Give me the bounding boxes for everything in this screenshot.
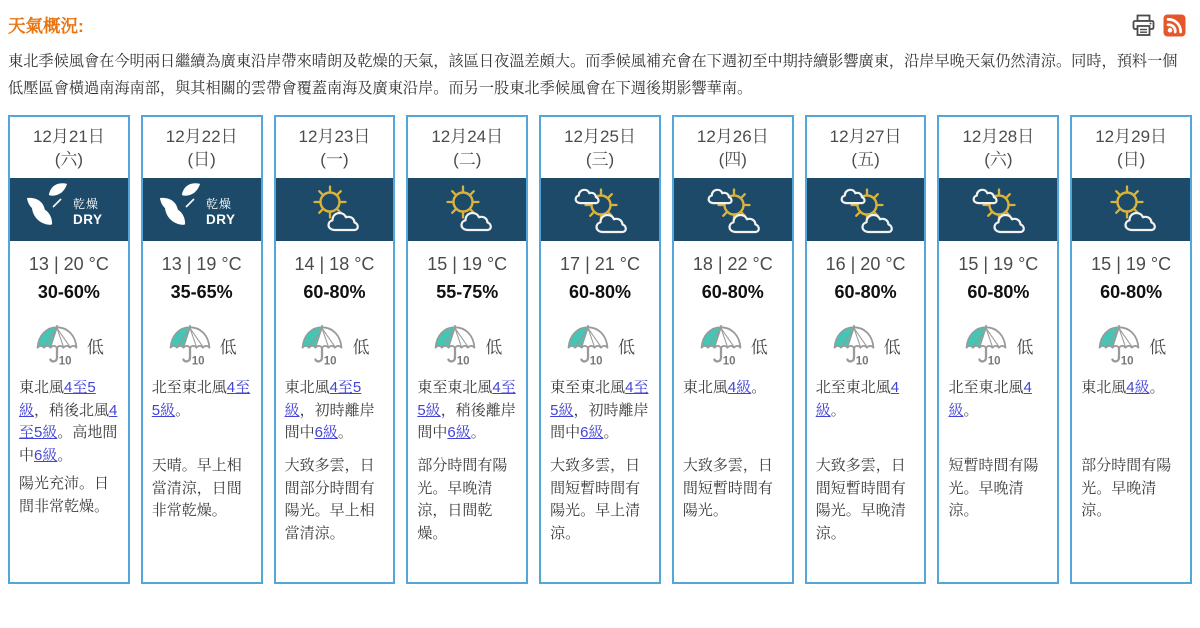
wind-description	[19, 377, 120, 467]
weekday-text: (一)	[320, 149, 349, 169]
wind-text: ，初時離岸間中	[284, 401, 375, 442]
sun-with-cloud-icon	[302, 185, 366, 235]
wind-text: 。	[963, 401, 979, 419]
weather-icon	[541, 178, 659, 241]
sun-with-clouds-icon	[966, 185, 1030, 235]
forecast-description	[10, 367, 128, 518]
psr-label: 低	[86, 337, 104, 357]
forecast-description	[143, 367, 261, 523]
weekday-text: (三)	[585, 149, 615, 169]
weather-description: 天晴。早上相當清涼，日間非常乾燥。	[151, 457, 242, 520]
weekday-text: (六)	[984, 149, 1013, 169]
psr-label: 低	[618, 337, 636, 357]
temperature-range: 13 | 19 °C	[161, 254, 242, 275]
temperature-range: 16 | 20 °C	[825, 254, 906, 275]
forecast-date	[674, 117, 792, 178]
forecast-day-card	[672, 115, 794, 584]
wind-description	[683, 377, 784, 449]
dry-leaves-icon	[150, 181, 254, 239]
psr-value: 10	[722, 355, 736, 368]
dry-label-en: DRY	[72, 211, 103, 227]
wind-description	[285, 377, 386, 449]
wind-text: 東北風	[682, 379, 728, 397]
wind-force-link[interactable]: 6級	[447, 424, 471, 442]
psr-row	[276, 323, 394, 367]
humidity-range: 60-80%	[834, 282, 897, 303]
wind-text: 東北風	[19, 379, 65, 397]
wind-text: ，初時離岸間中	[550, 401, 649, 442]
weather-icon	[408, 178, 526, 241]
wind-description	[1081, 377, 1182, 449]
wind-text: 。	[57, 446, 73, 464]
weather-icon	[674, 178, 792, 241]
weather-summary-paragraph: 東北季候風會在今明兩日繼續為廣東沿岸帶來晴朗及乾燥的天氣，該區日夜溫差頗大。而季候風補充會在下週初至中期持續影響廣東，沿岸早晚天氣仍然清涼。同時，預料一個低壓區會橫過南海南部，與其相關的雲帶會覆蓋南海及廣東沿岸。而另一股東北季候風會在下週後期影響華南。	[8, 53, 1178, 97]
psr-label: 低	[485, 337, 503, 357]
wind-text: 。	[470, 424, 486, 442]
sun-with-clouds-icon	[701, 185, 765, 235]
forecast-date	[939, 117, 1057, 178]
date-text: 12月28日	[962, 127, 1035, 147]
wind-force-link[interactable]: 6級	[34, 446, 58, 464]
weekday-text: (二)	[453, 149, 482, 169]
rain-probability-umbrella-icon	[963, 323, 1009, 367]
wind-description	[417, 377, 518, 449]
wind-force-link[interactable]: 4級	[1126, 379, 1150, 397]
forecast-day-card	[274, 115, 396, 584]
forecast-date	[276, 117, 394, 178]
wind-text: 。	[830, 401, 846, 419]
weather-icon	[276, 178, 394, 241]
forecast-day-card	[937, 115, 1059, 584]
rain-probability-umbrella-icon	[34, 323, 80, 367]
date-text: 12月24日	[431, 127, 504, 147]
forecast-day-card	[805, 115, 927, 584]
rss-button[interactable]	[1163, 14, 1186, 37]
temperature-range: 14 | 18 °C	[294, 254, 375, 275]
psr-value: 10	[191, 355, 205, 368]
wind-force-link[interactable]: 4至5級	[550, 379, 649, 419]
humidity-range: 30-60%	[37, 282, 100, 303]
sun-with-cloud-icon	[1099, 185, 1163, 235]
date-text: 12月27日	[829, 127, 902, 147]
weather-description: 部分時間有陽光。早晚清涼。	[1081, 457, 1172, 520]
rss-icon	[1163, 14, 1186, 37]
humidity-range: 35-65%	[170, 282, 233, 303]
psr-row	[10, 323, 128, 367]
sun-with-clouds-icon	[834, 185, 898, 235]
weather-icon	[143, 178, 261, 241]
psr-row	[143, 323, 261, 367]
wind-text: 。	[1149, 379, 1165, 397]
weather-icon	[1072, 178, 1190, 241]
weather-description: 陽光充沛。日間非常乾燥。	[19, 475, 110, 515]
humidity-range: 60-80%	[303, 282, 366, 303]
weather-icon	[10, 178, 128, 241]
forecast-date	[541, 117, 659, 178]
psr-row	[807, 323, 925, 367]
wind-force-link[interactable]: 4級	[948, 379, 1032, 419]
psr-row	[541, 323, 659, 367]
psr-value: 10	[457, 355, 470, 368]
wind-force-link[interactable]: 4至5級	[19, 401, 118, 442]
psr-value: 10	[988, 355, 1001, 368]
psr-label: 低	[1149, 337, 1167, 357]
wind-text: 北至東北風	[815, 379, 891, 397]
humidity-range: 60-80%	[1100, 282, 1163, 303]
weekday-text: (日)	[1116, 149, 1146, 169]
forecast-date	[1072, 117, 1190, 178]
wind-force-link[interactable]: 4至5級	[417, 379, 516, 419]
weather-description: 短暫時間有陽光。早晚清涼。	[948, 457, 1039, 520]
rain-probability-umbrella-icon	[1096, 323, 1142, 367]
humidity-range: 55-75%	[436, 282, 499, 303]
psr-label: 低	[219, 337, 237, 357]
psr-label: 低	[883, 337, 901, 357]
psr-value: 10	[324, 355, 338, 368]
forecast-day-card	[539, 115, 661, 584]
forecast-description	[408, 367, 526, 545]
humidity-range: 60-80%	[967, 282, 1030, 303]
wind-text: 。	[751, 379, 767, 397]
wind-text: 北至東北風	[948, 379, 1024, 397]
date-text: 12月22日	[165, 127, 238, 147]
forecast-date	[408, 117, 526, 178]
date-text: 12月25日	[564, 127, 636, 147]
dry-leaves-icon	[17, 181, 121, 239]
wind-force-link[interactable]: 6級	[314, 424, 338, 442]
page-title: 天氣概況:	[8, 16, 84, 36]
rain-probability-umbrella-icon	[167, 323, 213, 367]
forecast-description	[807, 367, 925, 545]
humidity-range: 60-80%	[701, 282, 764, 303]
forecast-day-card	[141, 115, 263, 584]
date-text: 12月23日	[298, 127, 371, 147]
temperature-range: 15 | 19 °C	[958, 254, 1039, 275]
weekday-text: (五)	[851, 149, 880, 169]
wind-text: 。	[337, 424, 353, 442]
date-text: 12月21日	[32, 127, 105, 147]
date-text: 12月29日	[1095, 127, 1168, 147]
wind-force-link[interactable]: 4級	[815, 379, 900, 419]
wind-text: 北至東北風	[151, 379, 227, 397]
forecast-date	[807, 117, 925, 178]
psr-value: 10	[855, 355, 869, 368]
psr-value: 10	[589, 355, 603, 368]
wind-text: ，稍後北風	[34, 401, 110, 419]
psr-label: 低	[750, 337, 768, 357]
forecast-date	[143, 117, 261, 178]
temperature-range: 18 | 22 °C	[692, 254, 773, 275]
weekday-text: (四)	[718, 149, 747, 169]
temperature-range: 15 | 19 °C	[1091, 254, 1172, 275]
wind-text: 。	[175, 401, 191, 419]
wind-force-link[interactable]: 4至5級	[284, 379, 362, 419]
wind-text: 東至東北風	[417, 379, 493, 397]
weather-description: 大致多雲，日間短暫時間有陽光。	[682, 457, 773, 520]
weekday-text: (日)	[187, 149, 216, 169]
rain-probability-umbrella-icon	[698, 323, 744, 367]
rain-probability-umbrella-icon	[565, 323, 611, 367]
rain-probability-umbrella-icon	[831, 323, 877, 367]
header-actions	[1131, 10, 1192, 37]
weather-description: 大致多雲，日間短暫時間有陽光。早晚清涼。	[815, 457, 906, 542]
weather-description: 大致多雲，日間短暫時間有陽光。早上清涼。	[550, 457, 641, 542]
date-text: 12月26日	[696, 127, 769, 147]
forecast-day-card	[1070, 115, 1192, 584]
forecast-day-card	[8, 115, 130, 584]
wind-force-link[interactable]: 6級	[580, 424, 604, 442]
temperature-range: 15 | 19 °C	[427, 254, 508, 275]
forecast-description	[939, 367, 1057, 523]
forecast-date	[10, 117, 128, 178]
wind-text: 東至東北風	[550, 379, 626, 397]
psr-value: 10	[58, 355, 72, 368]
wind-description	[948, 377, 1049, 449]
weather-description: 大致多雲，日間部分時間有陽光。早上相當清涼。	[284, 457, 375, 542]
humidity-range: 60-80%	[568, 282, 632, 303]
print-button[interactable]	[1131, 14, 1156, 37]
weekday-text: (六)	[54, 149, 84, 169]
weather-icon	[939, 178, 1057, 241]
psr-row	[1072, 323, 1190, 367]
printer-icon	[1131, 14, 1156, 37]
sun-with-clouds-icon	[568, 185, 632, 235]
forecast-description	[674, 367, 792, 523]
psr-value: 10	[1120, 355, 1134, 368]
wind-description	[816, 377, 917, 449]
temperature-range: 13 | 20 °C	[28, 254, 109, 275]
wind-text: 。	[603, 424, 619, 442]
psr-row	[408, 323, 526, 367]
dry-label-cn: 乾燥	[205, 196, 232, 211]
forecast-description	[541, 367, 659, 545]
rain-probability-umbrella-icon	[299, 323, 345, 367]
psr-label: 低	[352, 337, 370, 357]
dry-label-cn: 乾燥	[72, 196, 99, 211]
wind-force-link[interactable]: 4級	[727, 379, 752, 397]
wind-force-link[interactable]: 4至5級	[151, 379, 251, 419]
weather-icon	[807, 178, 925, 241]
forecast-day-card	[406, 115, 528, 584]
psr-label: 低	[1016, 337, 1034, 357]
wind-force-link[interactable]: 4至5級	[19, 379, 96, 419]
psr-row	[674, 323, 792, 367]
forecast-description	[1072, 367, 1190, 523]
rain-probability-umbrella-icon	[432, 323, 478, 367]
forecast-cards	[8, 115, 1192, 584]
psr-row	[939, 323, 1057, 367]
forecast-description	[276, 367, 394, 545]
wind-description	[152, 377, 253, 449]
wind-text: 東北風	[1081, 379, 1127, 397]
wind-description	[550, 377, 651, 449]
dry-label-en: DRY	[205, 211, 236, 227]
sun-with-cloud-icon	[435, 185, 499, 235]
temperature-range: 17 | 21 °C	[560, 254, 640, 275]
wind-text: 。高地間中	[19, 424, 118, 464]
page-header	[8, 10, 1192, 38]
weather-description: 部分時間有陽光。早晚清涼，日間乾燥。	[417, 457, 508, 542]
wind-text: ，稍後離岸間中	[417, 401, 516, 442]
wind-text: 東北風	[284, 379, 330, 397]
